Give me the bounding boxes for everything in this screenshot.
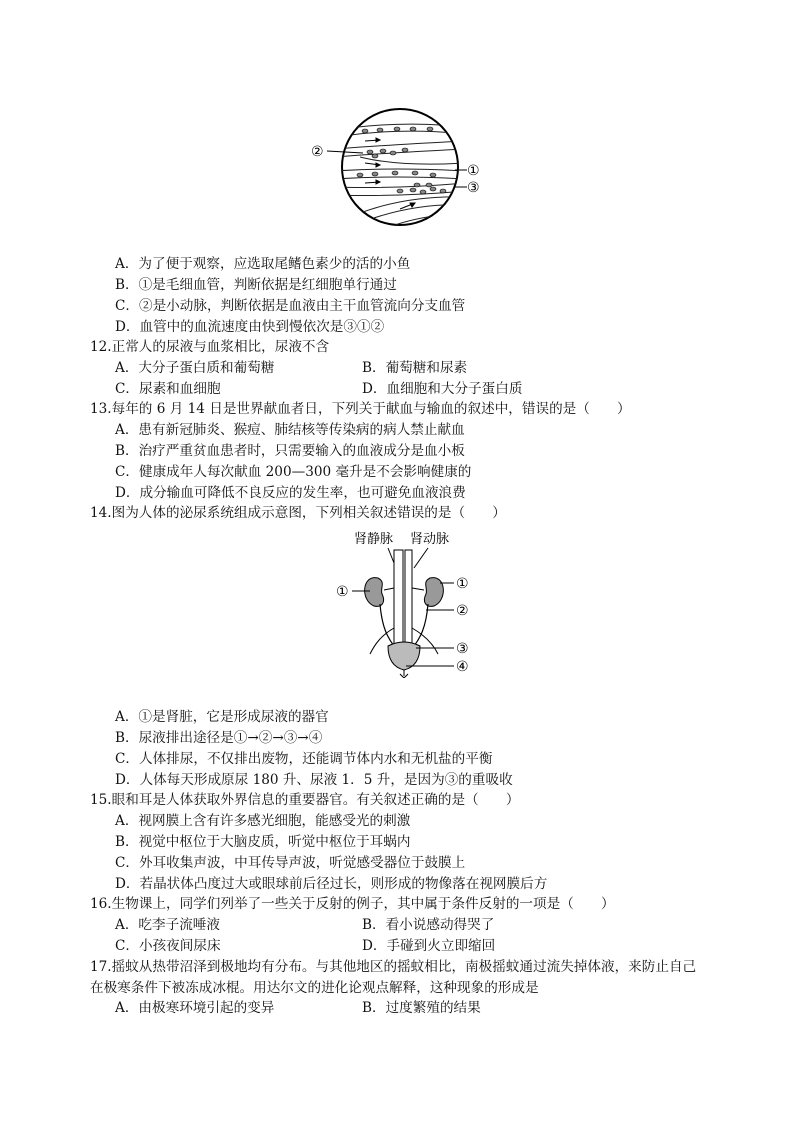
q13-option-b: B．治疗严重贫血患者时，只需要输入的血液成分是血小板 [115, 443, 465, 459]
q17-stem-line2: 在极寒条件下被冻成冰棍。用达尔文的进化论观点解释，这种现象的形成是 [90, 980, 539, 996]
q14-option-d: D．人体每天形成原尿 180 升、尿液 1．5 升，是因为③的重吸收 [115, 772, 513, 788]
q15-stem: 15.眼和耳是人体获取外界信息的重要器官。有关叙述正确的是（ ） [90, 792, 520, 808]
urinary-system-figure [330, 528, 480, 678]
microscope-blood-vessel-figure [305, 105, 495, 230]
label-renal-artery: 肾动脉 [410, 532, 450, 547]
q15-option-a: A．视网膜上含有许多感光细胞，能感受光的刺激 [115, 813, 411, 829]
fig1-label-2: ② [311, 144, 324, 160]
q12-option-c: C．尿素和血细胞 [115, 381, 221, 397]
q16-option-a: A．吃李子流唾液 [115, 917, 220, 933]
q11-option-b: B．①是毛细血管，判断依据是红细胞单行通过 [115, 277, 397, 293]
q17-option-b: B．过度繁殖的结果 [362, 1000, 481, 1016]
fig1-label-3: ③ [467, 180, 480, 196]
q14-option-b: B．尿液排出途径是①→②→③→④ [115, 730, 323, 746]
q15-option-d: D．若晶状体凸度过大或眼球前后径过长，则形成的物像落在视网膜后方 [115, 876, 548, 892]
q16-option-b: B．看小说感动得哭了 [362, 917, 495, 933]
q13-option-d: D．成分输血可降低不良反应的发生率，也可避免血液浪费 [115, 485, 466, 501]
fig1-label-1: ① [467, 163, 480, 179]
q15-option-b: B．视觉中枢位于大脑皮质，听觉中枢位于耳蜗内 [115, 834, 411, 850]
q13-option-c: C．健康成年人每次献血 200—300 毫升是不会影响健康的 [115, 464, 472, 480]
q11-option-c: C．②是小动脉，判断依据是血液由主干血管流向分支血管 [115, 298, 466, 314]
label-renal-vein: 肾静脉 [354, 532, 394, 547]
q16-stem: 16.生物课上，同学们列举了一些关于反射的例子，其中属于条件反射的一项是（ ） [90, 896, 615, 912]
q17-stem-line1: 17.摇蚊从热带沼泽到极地均有分布。与其他地区的摇蚊相比，南极摇蚊通过流失掉体液，来防止自己 [90, 959, 697, 975]
q14-option-a: A．①是肾脏，它是形成尿液的器官 [115, 709, 329, 725]
fig2-label-1-left: ① [336, 584, 349, 600]
q12-option-b: B．葡萄糖和尿素 [362, 360, 468, 376]
q17-option-a: A．由极寒环境引起的变异 [115, 1000, 275, 1016]
fig2-label-3: ③ [456, 641, 469, 657]
q12-option-a: A．大分子蛋白质和葡萄糖 [115, 360, 275, 376]
fig2-label-2: ② [456, 603, 469, 619]
q11-option-d: D．血管中的血流速度由快到慢依次是③①② [115, 319, 385, 335]
q12-stem: 12.正常人的尿液与血浆相比，尿液不含 [90, 339, 330, 355]
q13-stem: 13.每年的 6 月 14 日是世界献血者日，下列关于献血与输血的叙述中，错误的是（ ） [90, 401, 631, 417]
q14-stem: 14.图为人体的泌尿系统组成示意图，下列相关叙述错误的是（ ） [90, 505, 506, 521]
q16-option-d: D．手碰到火立即缩回 [362, 938, 496, 954]
fig2-label-1-right: ① [456, 576, 469, 592]
fig2-label-4: ④ [456, 659, 469, 675]
q16-option-c: C．小孩夜间尿床 [115, 938, 221, 954]
q12-option-d: D．血细胞和大分子蛋白质 [362, 381, 523, 397]
q15-option-c: C．外耳收集声波，中耳传导声波，听觉感受器位于鼓膜上 [115, 855, 466, 871]
q14-option-c: C．人体排尿，不仅排出废物，还能调节体内水和无机盐的平衡 [115, 751, 493, 767]
q13-option-a: A．患有新冠肺炎、猴痘、肺结核等传染病的病人禁止献血 [115, 422, 465, 438]
q11-option-a: A．为了便于观察，应选取尾鳍色素少的活的小鱼 [115, 256, 411, 272]
